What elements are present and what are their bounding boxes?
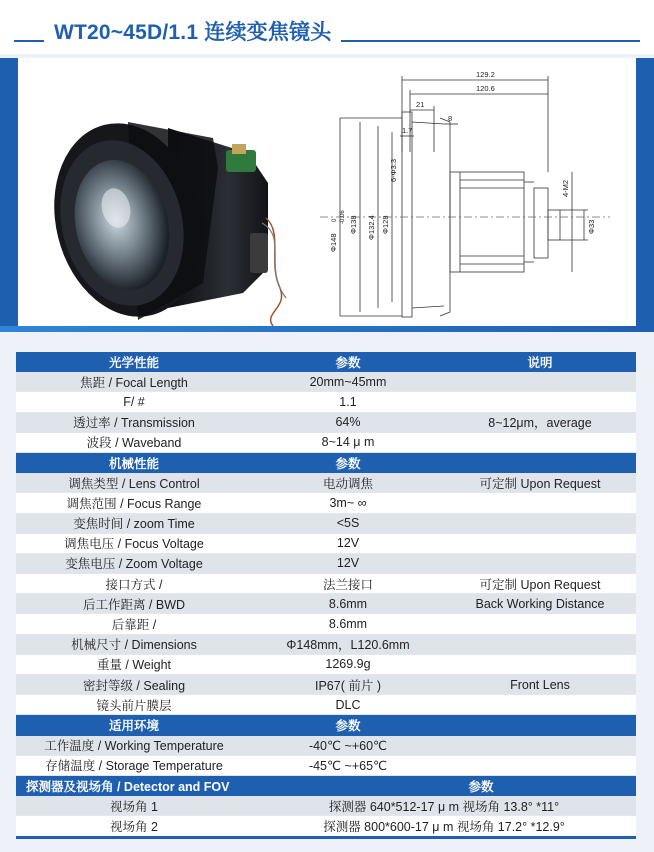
optical-header-note: 说明 bbox=[527, 355, 553, 370]
dim-21: 21 bbox=[416, 100, 425, 109]
dim-m2: 4-M2 bbox=[561, 179, 570, 197]
mechanical-header-param: 参数 bbox=[335, 456, 361, 471]
row-value: 探测器 800*600-17 μ m 视场角 17.2° *12.9° bbox=[323, 819, 565, 834]
dim-phi148: Φ148 bbox=[329, 233, 338, 252]
row-value: 12V bbox=[336, 536, 360, 551]
right-side-band bbox=[636, 58, 654, 328]
table-row bbox=[16, 736, 636, 756]
detector-header-param: 参数 bbox=[468, 779, 494, 794]
row-name: 调焦范围 / Focus Range bbox=[66, 496, 202, 511]
bottom-rule bbox=[16, 836, 636, 839]
row-name: 工作温度 / Working Temperature bbox=[44, 739, 224, 754]
row-note: 可定制 Upon Request bbox=[479, 577, 601, 592]
environment-header bbox=[16, 715, 636, 735]
row-note: 8~12μm，average bbox=[488, 416, 592, 431]
mechanical-header bbox=[16, 453, 636, 473]
table-row bbox=[16, 756, 636, 776]
mechanical-header-name: 机械性能 bbox=[108, 456, 159, 471]
row-name: 变焦电压 / Zoom Voltage bbox=[65, 557, 203, 572]
dim-8: 8 bbox=[448, 114, 453, 123]
row-value: 8.6mm bbox=[328, 596, 368, 611]
row-value: 法兰接口 bbox=[322, 577, 373, 592]
product-hero bbox=[18, 58, 636, 328]
row-value: -45℃ ~+65℃ bbox=[308, 758, 388, 773]
row-name: 密封等级 / Sealing bbox=[82, 678, 186, 693]
dim-body-length: 120.6 bbox=[476, 84, 495, 93]
row-value: IP67( 前片 ) bbox=[315, 678, 381, 693]
row-name: F/ # bbox=[123, 394, 145, 409]
table-row bbox=[16, 695, 636, 715]
row-name: 后工作距离 / BWD bbox=[82, 597, 186, 612]
row-value: 8~14 μ m bbox=[321, 435, 375, 450]
table-row bbox=[16, 655, 636, 675]
table-row bbox=[16, 554, 636, 574]
dim-phi132: Φ132.4 bbox=[367, 215, 376, 240]
table-row bbox=[16, 594, 636, 614]
row-name: 调焦类型 / Lens Control bbox=[68, 476, 200, 491]
dim-phi128: Φ128 bbox=[381, 215, 390, 234]
table-row bbox=[16, 635, 636, 655]
table-row bbox=[16, 816, 636, 836]
lens-photo bbox=[18, 58, 308, 328]
table-row bbox=[16, 614, 636, 634]
environment-header-param: 参数 bbox=[335, 718, 361, 733]
row-value: 64% bbox=[335, 415, 361, 430]
row-note: 可定制 Upon Request bbox=[479, 476, 601, 491]
row-name: 透过率 / Transmission bbox=[73, 416, 195, 431]
hero-band bbox=[0, 326, 654, 332]
table-row bbox=[16, 433, 636, 453]
row-name: 接口方式 / bbox=[105, 577, 163, 592]
dim-tol-lower: -0.06 bbox=[340, 210, 346, 224]
dim-phi138: Φ138 bbox=[349, 215, 358, 234]
left-side-band bbox=[0, 58, 18, 328]
row-name: 镜头前片膜层 bbox=[96, 698, 172, 713]
page-title: WT20~45D/1.1 连续变焦镜头 bbox=[44, 16, 341, 46]
row-value: Φ148mm，L120.6mm bbox=[286, 638, 410, 653]
title-bar bbox=[0, 0, 654, 54]
row-name: 视场角 2 bbox=[110, 819, 158, 834]
dim-phi33: Φ33 bbox=[587, 219, 596, 234]
row-name: 调焦电压 / Focus Voltage bbox=[64, 537, 204, 552]
row-value: -40℃ ~+60℃ bbox=[308, 738, 388, 753]
dim-1-7: 1.7 bbox=[402, 126, 413, 135]
dim-tol-upper: 0 bbox=[332, 218, 338, 222]
table-row bbox=[16, 473, 636, 493]
table-row bbox=[16, 493, 636, 513]
table-row bbox=[16, 574, 636, 594]
table-row bbox=[16, 675, 636, 695]
row-note: Front Lens bbox=[510, 677, 570, 692]
row-value: 8.6mm bbox=[328, 617, 368, 632]
row-value: DLC bbox=[335, 697, 361, 712]
row-name: 焦距 / Focal Length bbox=[80, 375, 188, 390]
table-row bbox=[16, 534, 636, 554]
row-value: <5S bbox=[336, 516, 360, 531]
detector-header-name: 探测器及视场角 / Detector and FOV bbox=[26, 779, 230, 794]
table-row bbox=[16, 372, 636, 392]
environment-header-name: 适用环境 bbox=[108, 718, 159, 733]
technical-drawing bbox=[310, 62, 630, 324]
row-value: 探测器 640*512-17 μ m 视场角 13.8° *11° bbox=[328, 799, 560, 814]
table-row bbox=[16, 392, 636, 412]
row-name: 视场角 1 bbox=[110, 799, 158, 814]
row-name: 重量 / Weight bbox=[96, 658, 172, 673]
row-value: 电动调焦 bbox=[322, 476, 373, 491]
row-name: 机械尺寸 / Dimensions bbox=[71, 638, 197, 653]
optical-header-name: 光学性能 bbox=[108, 355, 159, 370]
dim-overall-length: 129.2 bbox=[476, 70, 495, 79]
row-name: 后靠距 / bbox=[111, 618, 157, 633]
row-note: Back Working Distance bbox=[475, 596, 605, 611]
row-name: 存储温度 / Storage Temperature bbox=[45, 759, 223, 774]
table-row bbox=[16, 413, 636, 433]
optical-header bbox=[16, 352, 636, 372]
table-row bbox=[16, 796, 636, 816]
row-value: 1269.9g bbox=[325, 657, 371, 672]
row-value: 3m~ ∞ bbox=[329, 495, 367, 510]
dim-holes: 6-Φ3.3 bbox=[389, 158, 398, 182]
row-value: 1.1 bbox=[339, 394, 357, 409]
row-value: 20mm~45mm bbox=[309, 374, 387, 389]
row-name: 波段 / Waveband bbox=[86, 436, 182, 451]
spec-table bbox=[16, 352, 636, 837]
row-value: 12V bbox=[336, 556, 360, 571]
detector-header bbox=[16, 776, 636, 796]
optical-header-param: 参数 bbox=[335, 355, 361, 370]
table-row bbox=[16, 514, 636, 534]
row-name: 变焦时间 / zoom Time bbox=[73, 517, 195, 532]
